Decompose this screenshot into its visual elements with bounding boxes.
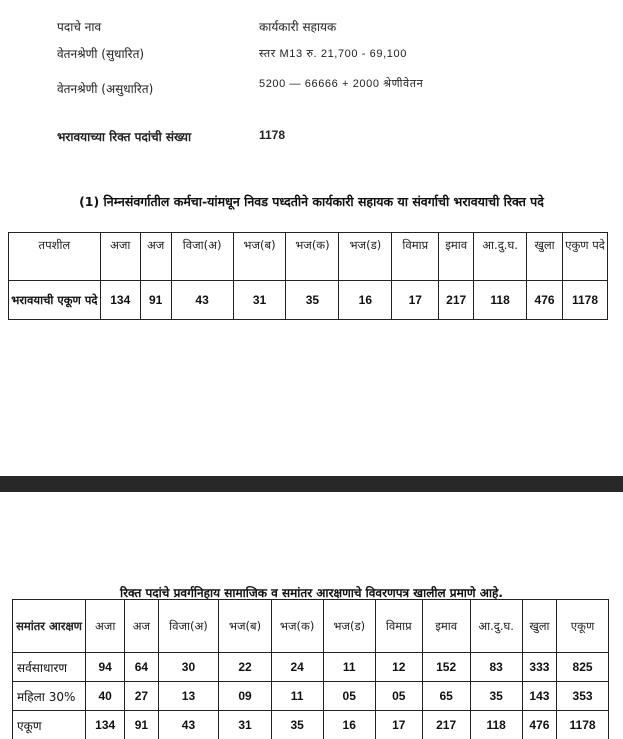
column-header: एकुण पदे <box>563 233 608 281</box>
table-cell: 65 <box>422 682 470 711</box>
column-header: तपशील <box>9 233 101 281</box>
table-row <box>13 682 609 711</box>
table-cell: 31 <box>233 281 286 320</box>
reservation-table <box>12 599 609 739</box>
table-cell: 05 <box>323 682 375 711</box>
column-header: भज(ब) <box>219 600 271 653</box>
row-label: भरावयाची एकूण पदे <box>9 281 101 320</box>
column-header: खुला <box>522 600 556 653</box>
row-label: महिला 30% <box>13 682 86 711</box>
column-header: खुला <box>527 233 563 281</box>
table-cell: 12 <box>375 653 422 682</box>
row-label: सर्वसाधारण <box>13 653 86 682</box>
table-cell: 24 <box>271 653 323 682</box>
table-cell: 1178 <box>557 711 609 739</box>
column-header: भज(ड) <box>339 233 392 281</box>
table-cell: 217 <box>422 711 470 739</box>
column-header: भज(क) <box>286 233 339 281</box>
table-cell: 11 <box>271 682 323 711</box>
table-cell: 1178 <box>563 281 608 320</box>
column-header: भज(ड) <box>323 600 375 653</box>
table-cell: 152 <box>422 653 470 682</box>
column-header: अज <box>140 233 171 281</box>
table-cell: 17 <box>375 711 422 739</box>
table-cell: 17 <box>392 281 439 320</box>
page-divider <box>0 476 623 492</box>
column-header: अजा <box>86 600 125 653</box>
column-header: इमाव <box>439 233 474 281</box>
table-cell: 31 <box>219 711 271 739</box>
table-cell: 118 <box>474 281 527 320</box>
table-cell: 91 <box>140 281 171 320</box>
table-cell: 43 <box>158 711 219 739</box>
table-cell: 134 <box>100 281 140 320</box>
column-header: विमाप्र <box>392 233 439 281</box>
pay-revised-value: स्तर M13 रु. 21,700 - 69,100 <box>259 46 407 61</box>
vacancies-value: 1178 <box>259 128 285 142</box>
table-cell: 134 <box>86 711 125 739</box>
column-header: समांतर आरक्षण <box>13 600 86 653</box>
table-cell: 16 <box>339 281 392 320</box>
column-header: आ.दु.घ. <box>474 233 527 281</box>
table-cell: 05 <box>375 682 422 711</box>
table-row <box>13 653 609 682</box>
column-header: इमाव <box>422 600 470 653</box>
table-cell: 27 <box>125 682 158 711</box>
table-cell: 43 <box>171 281 233 320</box>
table-cell: 13 <box>158 682 219 711</box>
table-cell: 825 <box>557 653 609 682</box>
table-cell: 94 <box>86 653 125 682</box>
table-cell: 30 <box>158 653 219 682</box>
column-header: अज <box>125 600 158 653</box>
table-cell: 64 <box>125 653 158 682</box>
column-header: विजा(अ) <box>171 233 233 281</box>
table-cell: 143 <box>522 682 556 711</box>
table-cell: 217 <box>439 281 474 320</box>
table-cell: 118 <box>470 711 522 739</box>
table-cell: 35 <box>286 281 339 320</box>
pay-unrevised-value: 5200 — 66666 + 2000 श्रेणीवेतन <box>259 76 423 91</box>
post-name-value: कार्यकारी सहायक <box>259 18 336 35</box>
pay-revised-label: वेतनश्रेणी (सुधारित) <box>57 45 144 62</box>
table-row <box>9 281 608 320</box>
table2-title: रिक्त पदांचे प्रवर्गनिहाय सामाजिक व समांतर आरक्षणाचे विवरणपत्र खालील प्रमाणे आहे. <box>0 584 623 601</box>
table-cell: 35 <box>271 711 323 739</box>
post-name-label: पदाचे नाव <box>57 18 101 35</box>
table-cell: 16 <box>323 711 375 739</box>
vacancy-table <box>8 232 608 320</box>
pay-unrevised-label: वेतनश्रेणी (असुधारित) <box>57 80 153 97</box>
column-header: विजा(अ) <box>158 600 219 653</box>
column-header: एकूण <box>557 600 609 653</box>
column-header: भज(क) <box>271 600 323 653</box>
table-cell: 476 <box>527 281 563 320</box>
table-cell: 11 <box>323 653 375 682</box>
table-cell: 22 <box>219 653 271 682</box>
column-header: अजा <box>100 233 140 281</box>
table2-header-row <box>13 600 609 653</box>
table-cell: 91 <box>125 711 158 739</box>
table-cell: 333 <box>522 653 556 682</box>
column-header: भज(ब) <box>233 233 286 281</box>
table-cell: 353 <box>557 682 609 711</box>
table-cell: 35 <box>470 682 522 711</box>
column-header: विमाप्र <box>375 600 422 653</box>
table-cell: 40 <box>86 682 125 711</box>
table-cell: 09 <box>219 682 271 711</box>
column-header: आ.दु.घ. <box>470 600 522 653</box>
table1-header-row <box>9 233 608 281</box>
table-row <box>13 711 609 739</box>
table1-title: (1) निम्नसंवर्गातील कर्मचा-यांमधून निवड पध्दतीने कार्यकारी सहायक या संवर्गाची भरावयाची रिक्त पदे <box>0 193 623 210</box>
row-label: एकूण <box>13 711 86 739</box>
table-cell: 83 <box>470 653 522 682</box>
table-cell: 476 <box>522 711 556 739</box>
vacancies-label: भरावयाच्या रिक्त पदांची संख्या <box>57 128 191 145</box>
